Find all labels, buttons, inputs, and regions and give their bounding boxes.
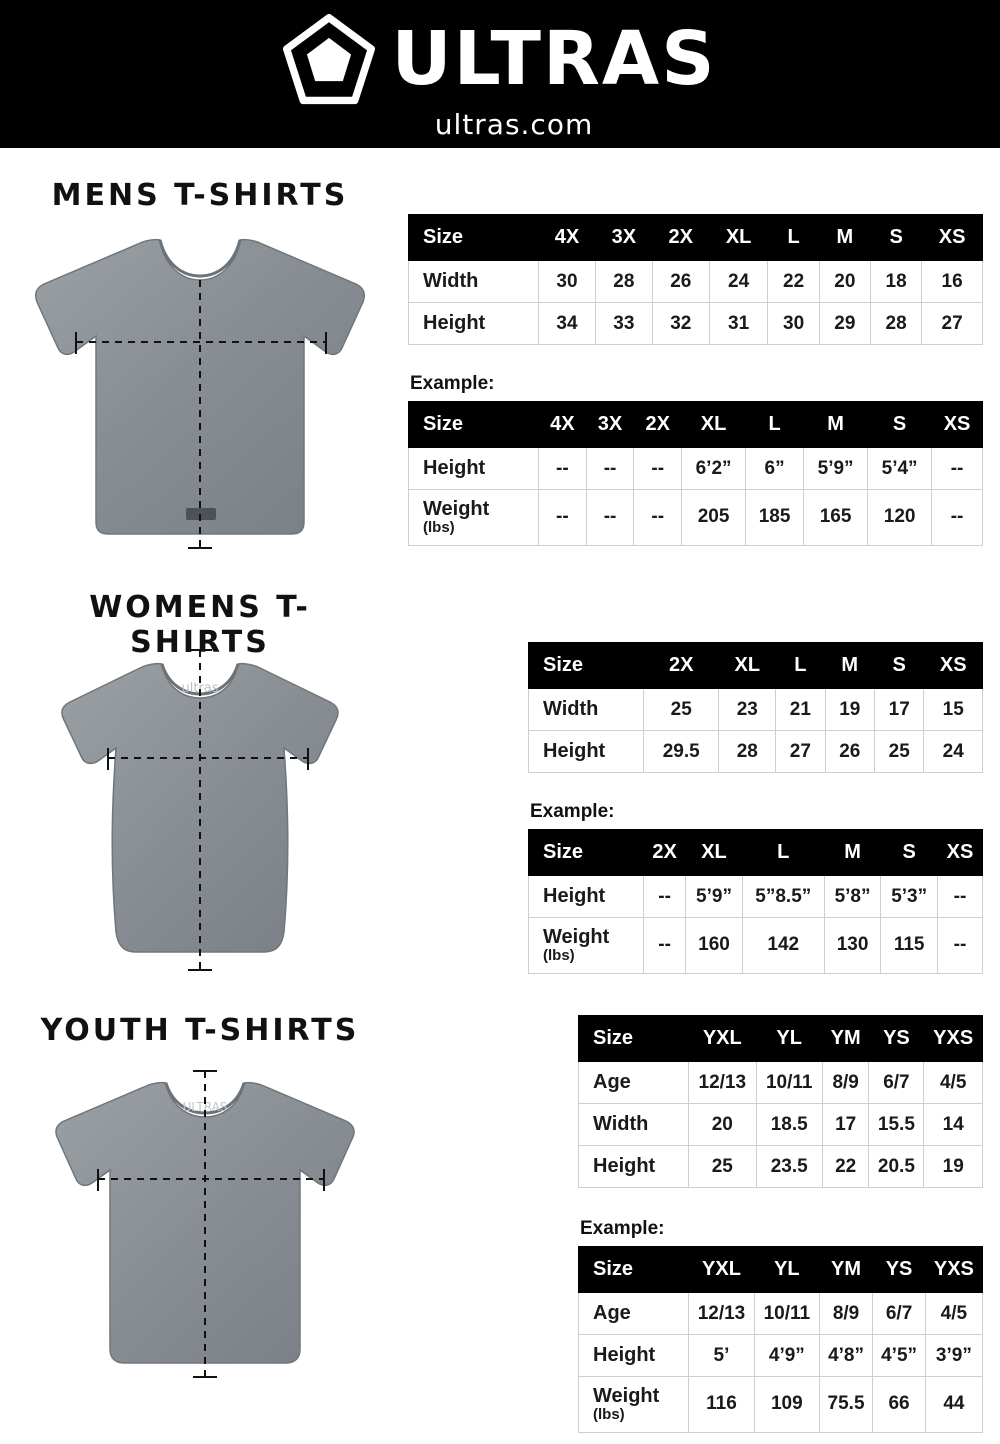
cell: 20 — [689, 1104, 757, 1146]
column-header: XL — [719, 643, 776, 689]
cell: 25 — [689, 1146, 757, 1188]
example-label: Example: — [530, 801, 615, 822]
column-header: Size — [579, 1016, 689, 1062]
column-header: XS — [937, 830, 982, 876]
row-label — [579, 1377, 689, 1433]
cell: 25 — [644, 689, 719, 731]
row-label: Height — [579, 1146, 689, 1188]
column-header: YS — [873, 1247, 925, 1293]
column-header: XS — [924, 643, 983, 689]
cell: 6” — [746, 448, 804, 490]
youth-size-table-grid — [578, 1015, 983, 1188]
column-header: S — [874, 643, 923, 689]
brand-url: ultras.com — [434, 107, 594, 141]
row-label-text: Weight — [593, 1385, 660, 1407]
table-row — [579, 1146, 983, 1188]
cell: -- — [937, 918, 982, 974]
table-row — [579, 1293, 983, 1335]
cell: 17 — [874, 689, 923, 731]
mens-size-table-grid — [408, 214, 983, 345]
cell: 6’2” — [682, 448, 746, 490]
cell: 20 — [819, 261, 870, 303]
cell: 24 — [709, 261, 768, 303]
table-row — [579, 1335, 983, 1377]
cell: 4’8” — [819, 1335, 873, 1377]
table-row — [579, 1062, 983, 1104]
table-header-row — [529, 830, 983, 876]
column-header: XS — [932, 402, 983, 448]
cell: 4/5 — [924, 1062, 983, 1104]
column-header: XS — [922, 215, 983, 261]
row-label: Age — [579, 1062, 689, 1104]
column-header: 2X — [652, 215, 709, 261]
table-header-row — [579, 1247, 983, 1293]
row-label-sub: (lbs) — [543, 947, 575, 964]
cell: 26 — [652, 261, 709, 303]
cell: 5’8” — [824, 876, 881, 918]
womens-example-block — [528, 793, 983, 974]
row-label: Age — [579, 1293, 689, 1335]
column-header: Size — [409, 402, 539, 448]
table-row — [529, 689, 983, 731]
cell: 32 — [652, 303, 709, 345]
svg-text:ULTRAS: ULTRAS — [182, 1100, 228, 1114]
mens-example-block — [408, 365, 983, 546]
womens-tshirt-illustration — [20, 632, 380, 982]
womens-size-table — [528, 642, 983, 773]
row-label: Height — [409, 303, 539, 345]
column-header: L — [776, 643, 825, 689]
cell: -- — [937, 876, 982, 918]
cell: 10/11 — [754, 1293, 819, 1335]
column-header: XL — [709, 215, 768, 261]
cell: 34 — [539, 303, 596, 345]
row-label: Width — [529, 689, 644, 731]
cell: 130 — [824, 918, 881, 974]
column-header: Size — [529, 643, 644, 689]
cell: 22 — [822, 1146, 869, 1188]
column-header: YL — [756, 1016, 822, 1062]
cell: 25 — [874, 731, 923, 773]
cell: 29 — [819, 303, 870, 345]
column-header: XL — [682, 402, 746, 448]
cell: -- — [586, 448, 634, 490]
row-label-text: Weight — [543, 926, 610, 948]
column-header: L — [768, 215, 819, 261]
cell: 15.5 — [869, 1104, 924, 1146]
cell: 6/7 — [873, 1293, 925, 1335]
table-row — [579, 1377, 983, 1433]
cell: 26 — [825, 731, 874, 773]
cell: 5’9” — [686, 876, 743, 918]
cell: -- — [644, 918, 686, 974]
cell: 66 — [873, 1377, 925, 1433]
column-header: L — [742, 830, 824, 876]
cell: 18 — [870, 261, 921, 303]
cell: 160 — [686, 918, 743, 974]
cell: 19 — [924, 1146, 983, 1188]
row-label — [529, 918, 644, 974]
column-header: YXL — [689, 1016, 757, 1062]
row-label — [409, 490, 539, 546]
cell: 5”8.5” — [742, 876, 824, 918]
cell: 19 — [825, 689, 874, 731]
column-header: 4X — [539, 402, 587, 448]
cell: -- — [634, 448, 682, 490]
cell: 27 — [922, 303, 983, 345]
row-label: Height — [409, 448, 539, 490]
cell: 14 — [924, 1104, 983, 1146]
column-header: L — [746, 402, 804, 448]
table-row — [409, 261, 983, 303]
cell: 23.5 — [756, 1146, 822, 1188]
cell: 120 — [868, 490, 932, 546]
cell: -- — [932, 490, 983, 546]
youth-example-table-grid — [578, 1246, 983, 1433]
row-label: Height — [529, 876, 644, 918]
row-label: Width — [579, 1104, 689, 1146]
row-label-sub: (lbs) — [593, 1406, 625, 1423]
column-header: YS — [869, 1016, 924, 1062]
cell: -- — [932, 448, 983, 490]
youth-tshirt-illustration — [20, 1057, 390, 1387]
womens-example-table-grid — [528, 829, 983, 974]
section-title-mens: MENS T-SHIRTS — [51, 178, 349, 213]
column-header: S — [870, 215, 921, 261]
cell: 16 — [922, 261, 983, 303]
table-row — [409, 303, 983, 345]
cell: 28 — [719, 731, 776, 773]
column-header: 2X — [634, 402, 682, 448]
cell: 4’5” — [873, 1335, 925, 1377]
cell: 4’9” — [754, 1335, 819, 1377]
table-header-row — [579, 1016, 983, 1062]
cell: 115 — [881, 918, 938, 974]
column-header: M — [804, 402, 868, 448]
cell: 12/13 — [689, 1293, 755, 1335]
table-header-row — [529, 643, 983, 689]
mens-example-table-grid — [408, 401, 983, 546]
cell: 5’9” — [804, 448, 868, 490]
cell: 18.5 — [756, 1104, 822, 1146]
cell: -- — [539, 490, 587, 546]
cell: 28 — [870, 303, 921, 345]
cell: 5’4” — [868, 448, 932, 490]
section-title-youth: YOUTH T-SHIRTS — [40, 1013, 360, 1048]
cell: 5’ — [689, 1335, 755, 1377]
cell: 185 — [746, 490, 804, 546]
row-label: Height — [579, 1335, 689, 1377]
example-label: Example: — [580, 1218, 665, 1239]
svg-text:ultras: ultras — [181, 681, 219, 696]
table-row — [529, 731, 983, 773]
column-header: 3X — [595, 215, 652, 261]
example-label: Example: — [410, 373, 495, 394]
cell: 3’9” — [925, 1335, 982, 1377]
column-header: 2X — [644, 643, 719, 689]
column-header: Size — [579, 1247, 689, 1293]
cell: 27 — [776, 731, 825, 773]
cell: 75.5 — [819, 1377, 873, 1433]
cell: 205 — [682, 490, 746, 546]
mens-size-table — [408, 214, 983, 345]
column-header: YXL — [689, 1247, 755, 1293]
cell: 30 — [768, 303, 819, 345]
section-title-womens: WOMENS T-SHIRTS — [89, 590, 311, 660]
row-label: Height — [529, 731, 644, 773]
cell: 28 — [595, 261, 652, 303]
cell: 116 — [689, 1377, 755, 1433]
cell: 165 — [804, 490, 868, 546]
cell: 29.5 — [644, 731, 719, 773]
column-header: S — [881, 830, 938, 876]
cell: 20.5 — [869, 1146, 924, 1188]
column-header: 4X — [539, 215, 596, 261]
row-label: Width — [409, 261, 539, 303]
column-header: M — [819, 215, 870, 261]
cell: 33 — [595, 303, 652, 345]
table-row — [579, 1104, 983, 1146]
column-header: YXS — [924, 1016, 983, 1062]
table-row — [409, 490, 983, 546]
column-header: Size — [529, 830, 644, 876]
youth-size-table — [578, 1015, 983, 1188]
cell: 5’3” — [881, 876, 938, 918]
cell: 24 — [924, 731, 983, 773]
cell: -- — [644, 876, 686, 918]
column-header: YM — [822, 1016, 869, 1062]
column-header: M — [824, 830, 881, 876]
cell: -- — [634, 490, 682, 546]
pentagon-logo-icon — [283, 14, 375, 106]
cell: 22 — [768, 261, 819, 303]
brand-name: ULTRAS — [391, 16, 717, 103]
cell: 23 — [719, 689, 776, 731]
cell: 30 — [539, 261, 596, 303]
row-label-text: Weight — [423, 498, 490, 520]
cell: 142 — [742, 918, 824, 974]
womens-size-table-grid — [528, 642, 983, 773]
column-header: Size — [409, 215, 539, 261]
brand-row — [283, 14, 716, 106]
cell: 31 — [709, 303, 768, 345]
table-row — [409, 448, 983, 490]
youth-example-block — [578, 1210, 983, 1433]
cell: -- — [539, 448, 587, 490]
column-header: YL — [754, 1247, 819, 1293]
cell: 6/7 — [869, 1062, 924, 1104]
table-row — [529, 876, 983, 918]
column-header: S — [868, 402, 932, 448]
page-header — [0, 0, 1000, 148]
cell: 21 — [776, 689, 825, 731]
cell: 4/5 — [925, 1293, 982, 1335]
table-row — [529, 918, 983, 974]
cell: 8/9 — [822, 1062, 869, 1104]
row-label-sub: (lbs) — [423, 519, 455, 536]
cell: 12/13 — [689, 1062, 757, 1104]
table-header-row — [409, 402, 983, 448]
cell: 8/9 — [819, 1293, 873, 1335]
cell: -- — [586, 490, 634, 546]
cell: 17 — [822, 1104, 869, 1146]
table-header-row — [409, 215, 983, 261]
column-header: YM — [819, 1247, 873, 1293]
mens-tshirt-illustration — [10, 222, 390, 552]
cell: 44 — [925, 1377, 982, 1433]
column-header: XL — [686, 830, 743, 876]
cell: 10/11 — [756, 1062, 822, 1104]
column-header: 2X — [644, 830, 686, 876]
cell: 109 — [754, 1377, 819, 1433]
cell: 15 — [924, 689, 983, 731]
column-header: 3X — [586, 402, 634, 448]
column-header: M — [825, 643, 874, 689]
column-header: YXS — [925, 1247, 982, 1293]
